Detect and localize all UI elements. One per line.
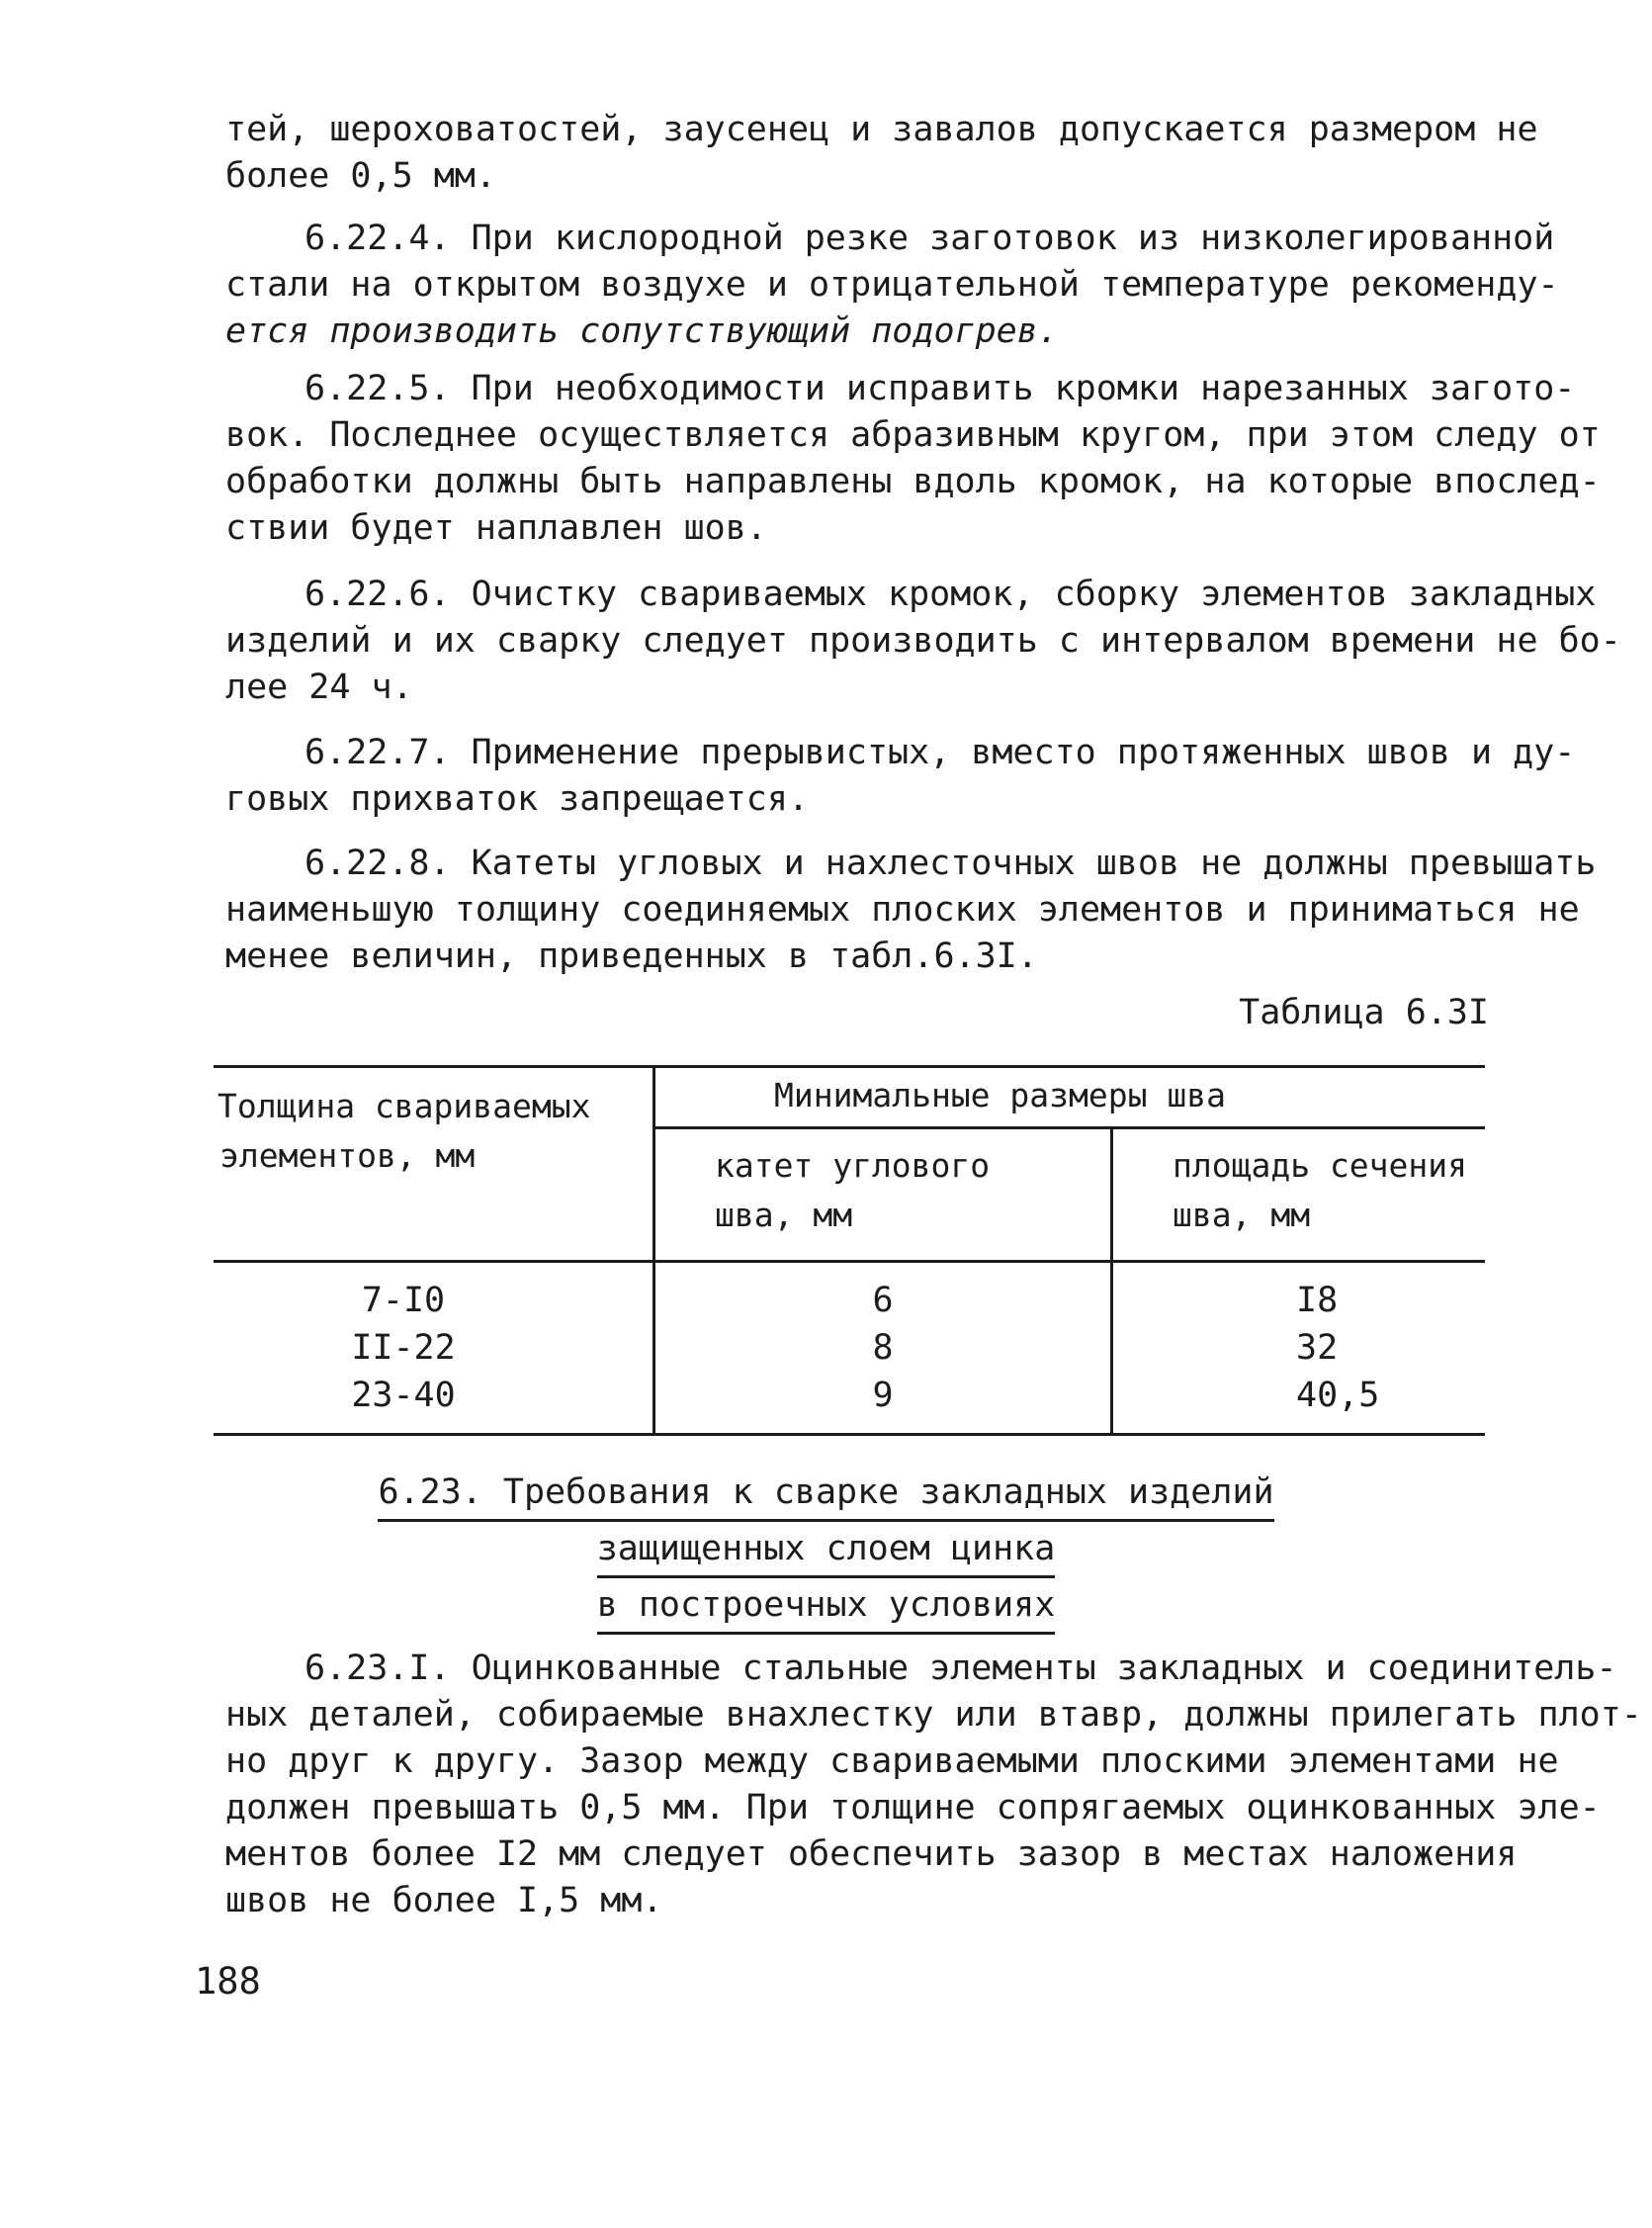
table-cell: 9 xyxy=(654,1372,1112,1435)
text-line: но друг к другу. Зазор между свариваемыми плоскими элементами не xyxy=(225,1741,1559,1781)
table-cell: 40,5 xyxy=(1112,1372,1486,1435)
header-line: катет углового xyxy=(715,1146,991,1185)
text-line: изделий и их сварку следует производить с интервалом времени не бо- xyxy=(225,621,1621,661)
text-line: 6.23.I. Оцинкованные стальные элементы закладных и соединитель- xyxy=(304,1649,1617,1688)
header-line: Толщина свариваемых xyxy=(217,1087,591,1125)
col-header-thickness xyxy=(214,1067,654,1262)
header-line: площадь сечения xyxy=(1173,1146,1468,1185)
paragraph-6-22-7 xyxy=(225,730,1576,823)
text-line: ется производить сопутствующий подогрев. xyxy=(225,312,1059,351)
table-cell: 32 xyxy=(1112,1324,1486,1372)
text-line: 6.22.6. Очистку свариваемых кромок, сборку элементов закладных xyxy=(304,575,1597,614)
section-title-line: в построечных условиях xyxy=(597,1580,1056,1635)
text-line: лее 24 ч. xyxy=(225,668,413,707)
table-cell: II-22 xyxy=(351,1328,456,1368)
table-cell: 7-I0 xyxy=(361,1281,446,1320)
text-line: ментов более I2 мм следует обеспечить зазор в местах наложения xyxy=(225,1834,1518,1874)
page-number: 188 xyxy=(195,1960,261,2003)
text-line: вок. Последнее осуществляется абразивным кругом, при этом следу от xyxy=(225,415,1601,455)
table-row xyxy=(214,1262,1485,1325)
table-cell: 23-40 xyxy=(351,1376,456,1415)
header-line: шва, мм xyxy=(1173,1196,1311,1234)
text-line: должен превышать 0,5 мм. При толщине сопрягаемых оцинкованных эле- xyxy=(225,1788,1601,1827)
paragraph-6-22-6 xyxy=(225,572,1621,711)
paragraph-6-22-5 xyxy=(225,366,1601,552)
text-line: ствии будет наплавлен шов. xyxy=(225,508,767,548)
text-line: 6.22.5. При необходимости исправить кромки нарезанных загото- xyxy=(304,369,1576,408)
text-line: говых прихваток запрещается. xyxy=(225,779,810,819)
text-line: тей, шероховатостей, заусенец и завалов допускается размером не xyxy=(225,110,1538,149)
table-cell: 6 xyxy=(654,1262,1112,1325)
text-line: обработки должны быть направлены вдоль кромок, на которые впослед- xyxy=(225,462,1601,501)
weld-size-table xyxy=(214,1065,1485,1436)
text-line: более 0,5 мм. xyxy=(225,156,496,196)
paragraph-6-23-1 xyxy=(225,1646,1642,1924)
text-line: стали на открытом воздухе и отрицательной температуре рекоменду- xyxy=(225,265,1559,305)
paragraph-6-22-8 xyxy=(225,841,1597,980)
col-header-leg xyxy=(654,1128,1112,1262)
text-line: ных деталей, собираемые внахлестку или втавр, должны прилегать плот- xyxy=(225,1695,1642,1735)
section-title-line: 6.23. Требования к сварке закладных изделий xyxy=(378,1468,1273,1522)
col-header-area xyxy=(1112,1128,1486,1262)
text-line: 6.22.7. Применение прерывистых, вместо протяженных швов и ду- xyxy=(304,733,1576,772)
text-line: швов не более I,5 мм. xyxy=(225,1881,663,1920)
table-row xyxy=(214,1324,1485,1372)
header-line: шва, мм xyxy=(715,1196,853,1234)
table-cell: 8 xyxy=(654,1324,1112,1372)
table-row xyxy=(214,1372,1485,1435)
paragraph xyxy=(225,107,1538,200)
table-caption: Таблица 6.3I xyxy=(1239,993,1489,1032)
paragraph-6-22-4 xyxy=(225,216,1559,355)
section-title-line: защищенных слоем цинка xyxy=(597,1524,1056,1578)
group-header-min-sizes: Минимальные размеры шва xyxy=(654,1067,1486,1128)
section-title xyxy=(0,1468,1652,1637)
text-line: менее величин, приведенных в табл.6.3I. xyxy=(225,936,1038,976)
text-line: наименьшую толщину соединяемых плоских элементов и приниматься не xyxy=(225,890,1580,930)
text-line: 6.22.4. При кислородной резке заготовок из низколегированной xyxy=(304,219,1555,258)
table-cell: I8 xyxy=(1112,1262,1486,1325)
header-line: элементов, мм xyxy=(219,1136,476,1175)
text-line: 6.22.8. Катеты угловых и нахлесточных швов не должны превышать xyxy=(304,844,1597,883)
